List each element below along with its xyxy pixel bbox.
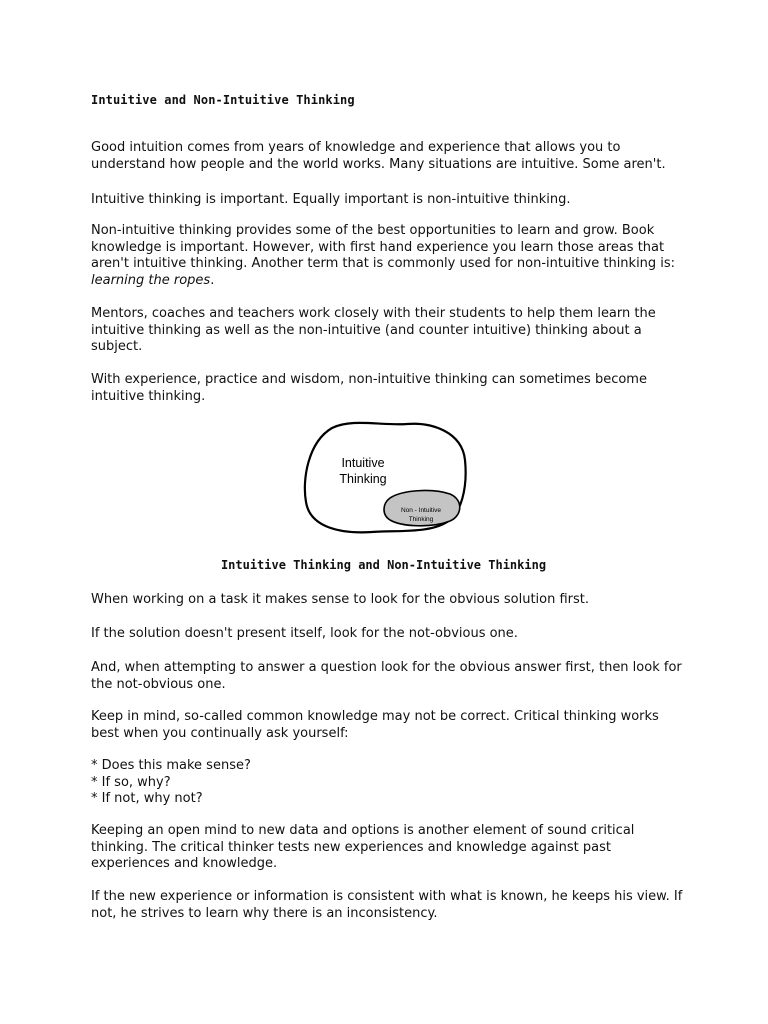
paragraph-non-intuitive-text: Non-intuitive thinking provides some of the best opportunities to learn and grow. Book knowledge is important. However, with first hand experience you learn those areas that aren't intuitive thinking. Another term that is commonly used for non-intuitive thinking is: (91, 223, 676, 271)
paragraph-obvious-solution: When working on a task it makes sense to look for the obvious solution first. (91, 592, 590, 607)
paragraph-importance: Intuitive thinking is important. Equally important is non-intuitive thinking. (91, 192, 571, 207)
outer-label-line1: Intuitive (341, 456, 385, 470)
question-list (91, 758, 251, 808)
list-item: * Does this make sense? (91, 758, 251, 773)
paragraph-wisdom: With experience, practice and wisdom, non-intuitive thinking can sometimes become intuitive thinking. (91, 372, 647, 404)
paragraph-open-mind: Keeping an open mind to new data and options is another element of sound critical thinking. The critical thinker tests new experiences and knowledge against past experiences and knowledge. (91, 823, 635, 871)
paragraph-obvious-answer: And, when attempting to answer a question look for the obvious answer first, then look for the not-obvious one. (91, 660, 682, 692)
paragraph-non-intuitive (91, 223, 691, 289)
list-item: * If so, why? (91, 774, 171, 790)
paragraph-mentors: Mentors, coaches and teachers work closely with their students to help them learn the intuitive thinking as well as the non-intuitive (and counter intuitive) thinking about a subject. (91, 306, 656, 354)
inner-label-line2: Thinking (408, 516, 434, 523)
list-item: * If not, why not? (91, 791, 203, 806)
inner-label-line1: Non - Intuitive (400, 507, 442, 514)
diagram-caption: Intuitive Thinking and Non-Intuitive Thinking (220, 558, 547, 572)
paragraph-consistency: If the new experience or information is consistent with what is known, he keeps his view. If not, he strives to learn why there is an inconsistency. (91, 889, 683, 921)
paragraph-common-knowledge: Keep in mind, so-called common knowledge may not be correct. Critical thinking works best when you continually ask yourself: (91, 709, 659, 741)
document-title: Intuitive and Non-Intuitive Thinking (91, 93, 355, 107)
intuitive-thinking-diagram (302, 420, 472, 538)
emphasis-suffix: . (210, 272, 215, 288)
paragraph-not-obvious: If the solution doesn't present itself, look for the not-obvious one. (91, 626, 518, 641)
paragraph-intuition: Good intuition comes from years of knowledge and experience that allows you to understand how people and the world works. Many situations are intuitive. Some aren't. (91, 140, 666, 172)
outer-label-line2: Thinking (339, 472, 387, 486)
emphasis-learning-the-ropes: learning the ropes (91, 272, 211, 288)
